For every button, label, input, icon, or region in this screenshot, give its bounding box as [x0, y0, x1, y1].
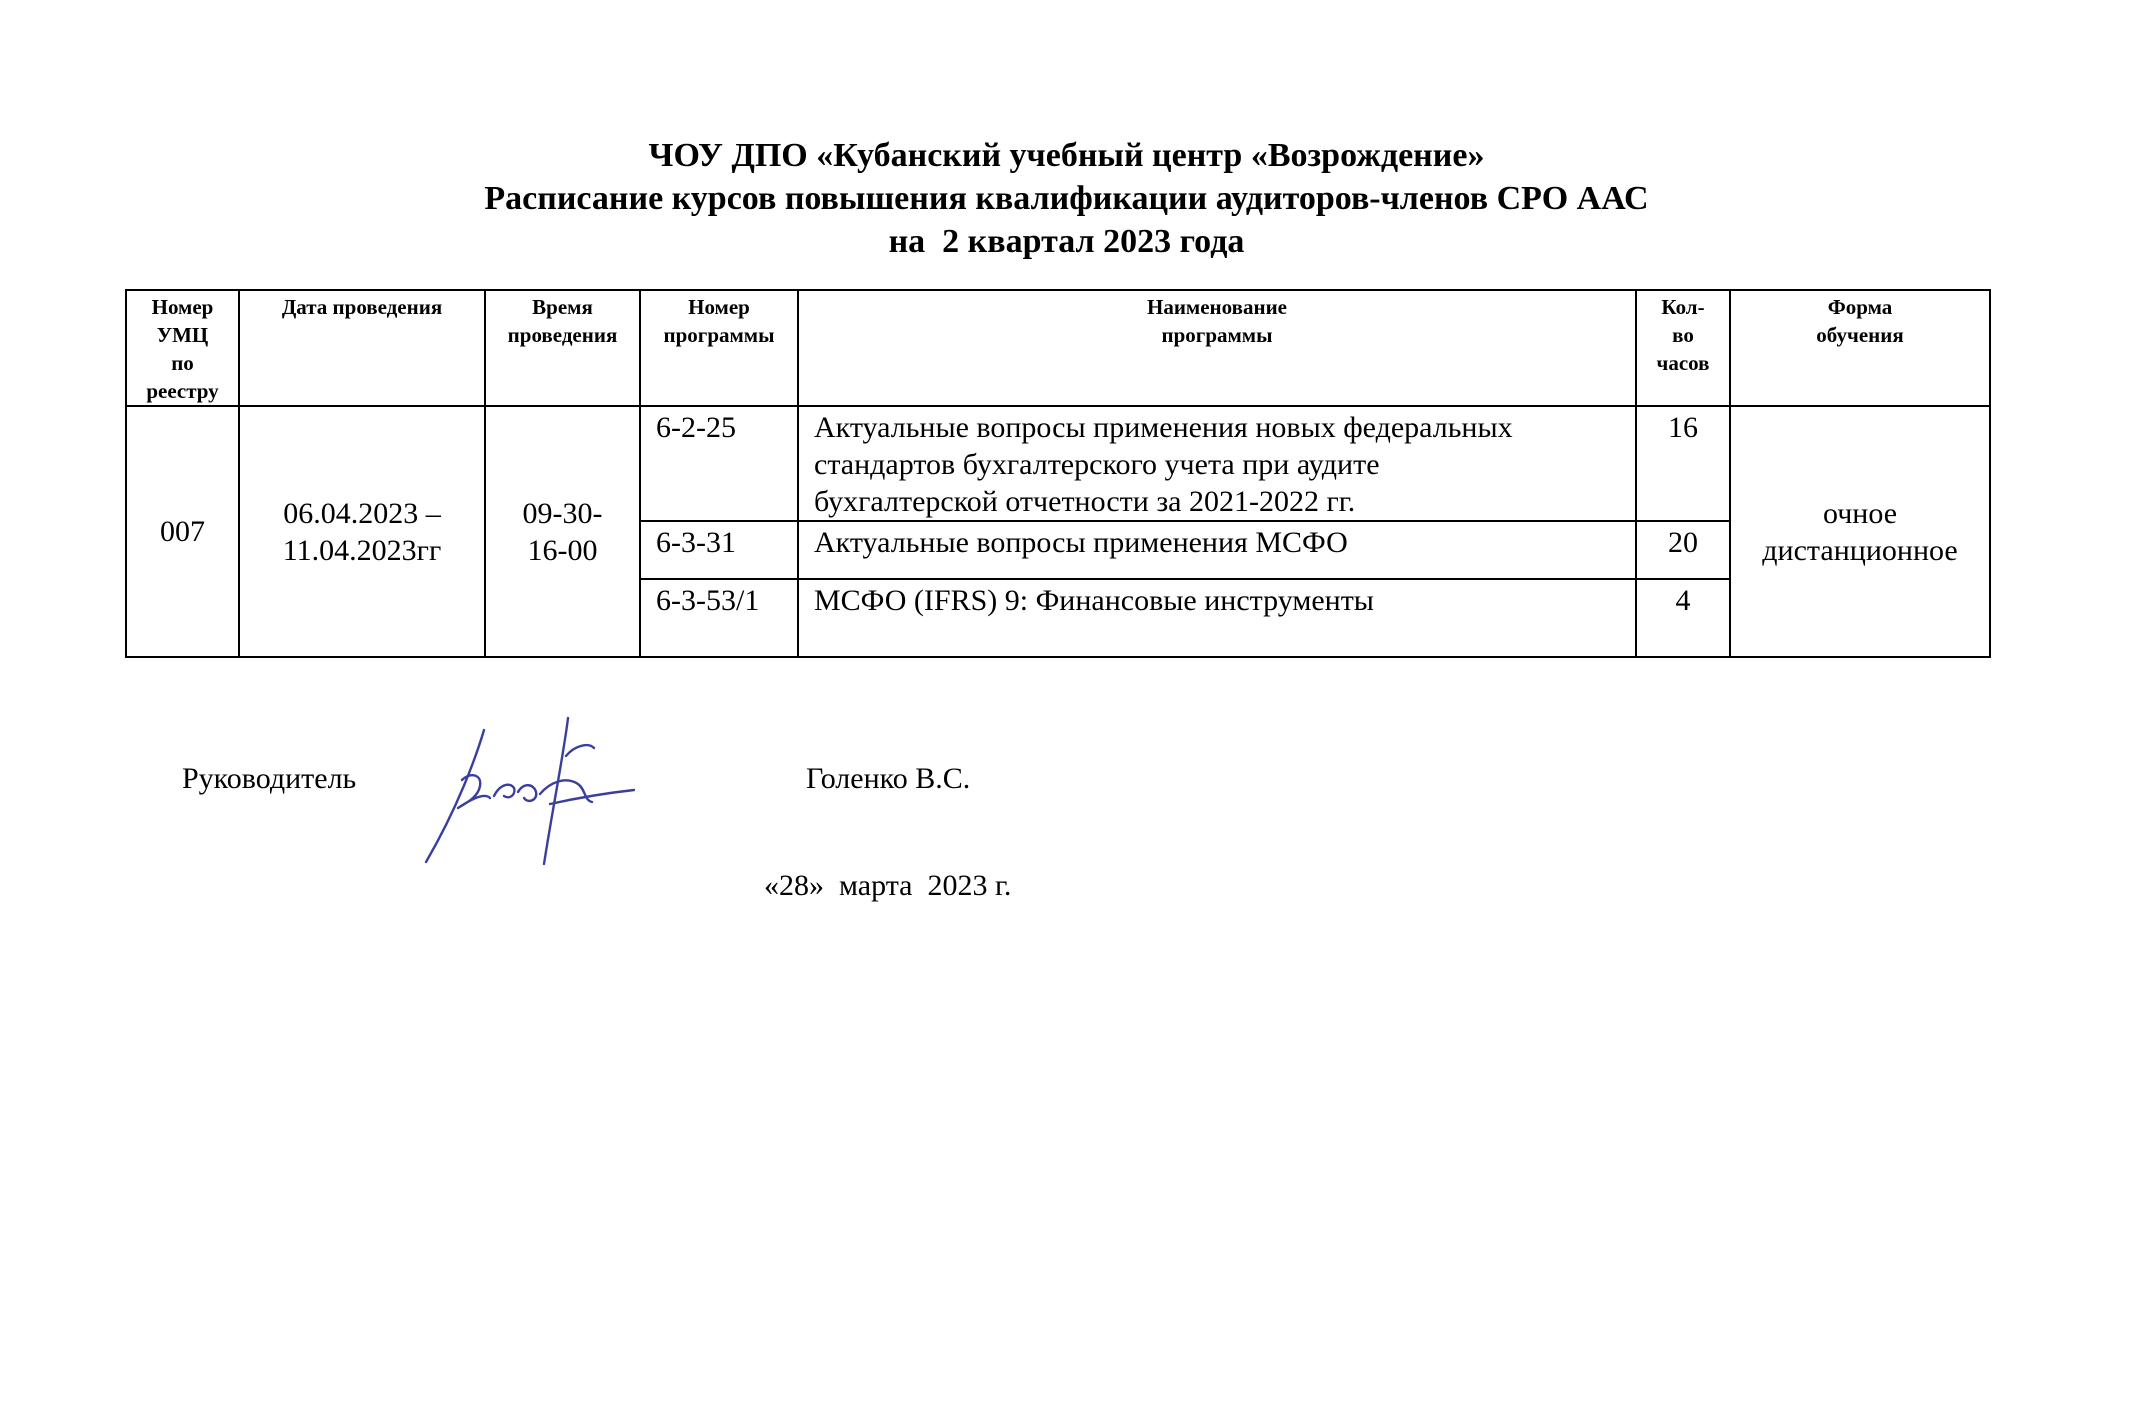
header-program-name: Наименование программы — [798, 290, 1636, 406]
cell-hours: 16 — [1636, 406, 1730, 521]
signature-date: «28» марта 2023 г. — [764, 869, 1012, 902]
header-form: Форма обучения — [1730, 290, 1990, 406]
schedule-title: Расписание курсов повышения квалификации аудиторов-членов СРО ААС — [484, 180, 1649, 217]
cell-program-name: МСФО (IFRS) 9: Финансовые инструменты — [798, 579, 1636, 657]
cell-program-code: 6-2-25 — [640, 406, 798, 521]
organization-title: ЧОУ ДПО «Кубанский учебный центр «Возрождение» — [648, 137, 1485, 174]
header-date: Дата проведения — [239, 290, 485, 406]
signatory-name: Голенко В.С. — [806, 762, 971, 795]
table-header-row — [126, 290, 1990, 406]
cell-hours: 4 — [1636, 579, 1730, 657]
cell-form: очное дистанционное — [1730, 406, 1990, 657]
header-reg-number: Номер УМЦ по реестру — [126, 290, 239, 406]
schedule-table — [125, 289, 1991, 658]
header-hours: Кол- во часов — [1636, 290, 1730, 406]
cell-program-code: 6-3-31 — [640, 521, 798, 579]
handwritten-signature — [418, 712, 658, 872]
header-program-number: Номер программы — [640, 290, 798, 406]
cell-hours: 20 — [1636, 521, 1730, 579]
cell-time: 09-30- 16-00 — [485, 406, 640, 657]
header-time: Время проведения — [485, 290, 640, 406]
table-row — [126, 406, 1990, 521]
cell-program-code: 6-3-53/1 — [640, 579, 798, 657]
document-header — [0, 134, 2133, 263]
signatory-title: Руководитель — [182, 762, 357, 795]
cell-program-name: Актуальные вопросы применения МСФО — [798, 521, 1636, 579]
cell-reg-number: 007 — [126, 406, 239, 657]
cell-program-name: Актуальные вопросы применения новых федеральных стандартов бухгалтерского учета при аудите бухгалтерской отчетности за 2021-2022 гг. — [798, 406, 1636, 521]
schedule-period: на 2 квартал 2023 года — [888, 223, 1245, 260]
cell-date: 06.04.2023 – 11.04.2023гг — [239, 406, 485, 657]
